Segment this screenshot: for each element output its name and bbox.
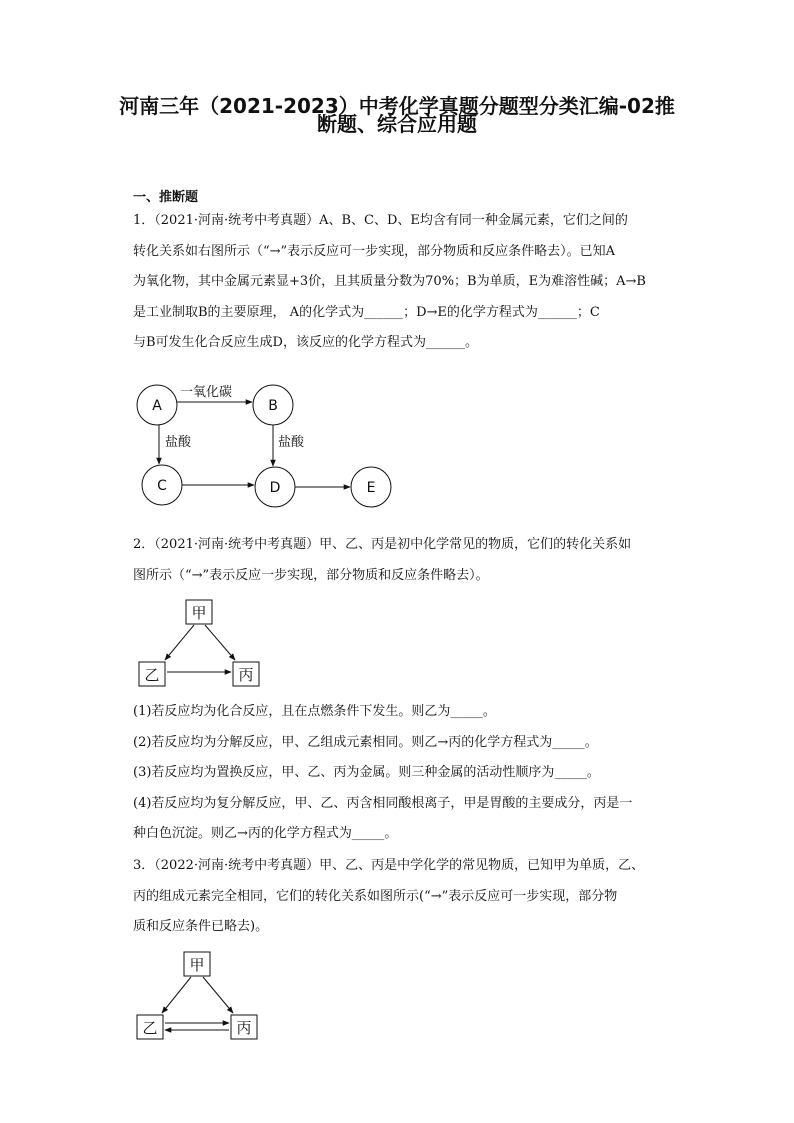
question-1-line: 1．（2021·河南·统考中考真题）A、B、C、D、E均含有同一种金属元素，它们之间的 [133,213,628,228]
question-2-subpart: (3)若反应均为置换反应，甲、乙、丙为金属。则三种金属的活动性顺序为_____。 [133,765,600,780]
edge-label-co: 一氧化碳 [180,385,233,400]
node-bing-label: 丙 [238,666,254,684]
q1-edge-labels [165,384,305,450]
section-heading: 一、推断题 [133,190,199,205]
node-yi-label: 乙 [144,666,160,684]
q3-diagram-labels [142,956,251,1037]
document-title-line-1: 河南三年（2021-2023）中考化学真题分题型分类汇编-02推 [119,94,675,118]
question-2-line: 图所示（“→”表示反应一步实现，部分物质和反应条件略去）。 [133,567,489,583]
arrow-jia-yi [165,625,194,660]
arrow-jia-bing [205,625,235,660]
edge-label-hcl-right: 盐酸 [278,435,305,450]
question-2-line: 2．（2021·河南·统考中考真题）甲、乙、丙是初中化学常见的物质，它们的转化关系如 [133,537,632,552]
question-1-line: 为氧化物，其中金属元素显+3价，且其质量分数为70%；B为单质，E为难溶性碱；A→B [133,274,646,289]
question-3-line: 3．（2022·河南·统考中考真题）甲、乙、丙是中学化学的常见物质，已知甲为单质，乙、 [133,858,645,873]
question-2-subpart: 种白色沉淀。则乙→丙的化学方程式为_____。 [133,826,398,841]
node-bing-label: 丙 [236,1019,252,1037]
edge-label-hcl-left: 盐酸 [165,435,192,450]
document-title-line-2: 断题、综合应用题 [317,112,477,136]
node-e-label: E [366,480,376,496]
question-1-line: 转化关系如右图所示（“→”表示反应可一步实现，部分物质和反应条件略去）。已知A [133,243,616,259]
node-b-label: B [268,398,278,414]
node-jia-label: 甲 [189,956,205,974]
node-yi-label: 乙 [142,1019,158,1037]
question-3-line: 丙的组成元素完全相同，它们的转化关系如图所示(“→”表示反应可一步实现，部分物 [133,888,618,904]
question-1-line: 是工业制取B的主要原理， A的化学式为______；D→E的化学方程式为______；C [133,304,600,320]
node-a-label: A [152,398,162,414]
question-2-subpart: (1)若反应均为化合反应，且在点燃条件下发生。则乙为_____。 [133,704,496,719]
node-d-label: D [269,480,281,496]
question-1-line: 与B可发生化合反应生成D，该反应的化学方程式为______。 [133,335,478,350]
node-jia-label: 甲 [191,604,207,622]
question-2-subpart: (4)若反应均为复分解反应，甲、乙、丙含相同酸根离子，甲是胃酸的主要成分，丙是一 [133,795,633,811]
arrow-jia-yi [162,977,191,1013]
node-c-label: C [157,478,167,494]
question-2-subpart: (2)若反应均为分解反应，甲、乙组成元素相同。则乙→丙的化学方程式为_____。 [133,734,598,750]
arrow-jia-bing [203,977,233,1013]
question-3-line: 质和反应条件已略去)。 [133,919,269,934]
